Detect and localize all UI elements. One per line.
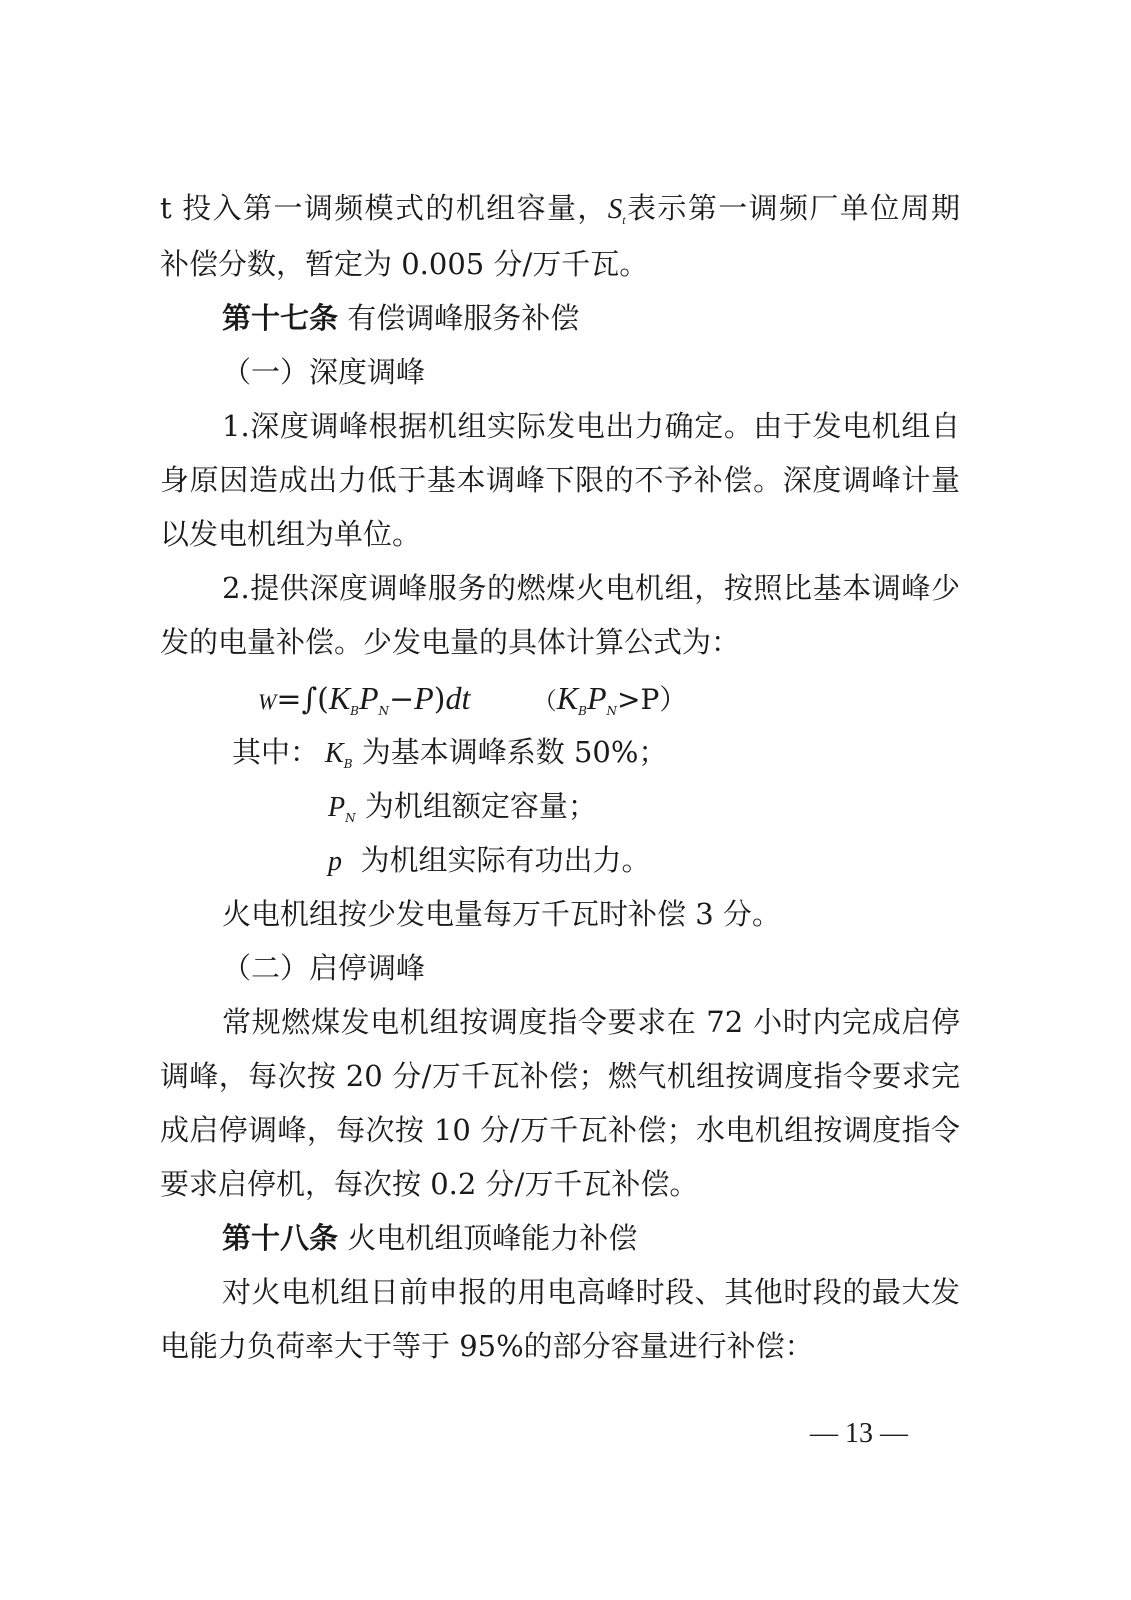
- page-number: — 13 —: [810, 1418, 908, 1449]
- para1-line2: 补偿分数，暂定为 0.005 分/万千瓦。: [160, 247, 649, 281]
- para1-line1: [160, 188, 960, 240]
- compensation-line: 火电机组按少发电量每万千瓦时补偿 3 分。: [222, 897, 781, 931]
- startstop-line1: 常规燃煤发电机组按调度指令要求在 72 小时内完成启停: [222, 1005, 960, 1039]
- article-label: 第十七条: [222, 301, 339, 335]
- item1-line2: 身原因造成出力低于基本调峰下限的不予补偿。深度调峰计量: [160, 463, 960, 497]
- item1-line1: 1.深度调峰根据机组实际发电出力确定。由于发电机组自: [222, 409, 960, 443]
- startstop-line4: 要求启停机，每次按 0.2 分/万千瓦补偿。: [160, 1167, 699, 1201]
- startstop-line2: 调峰，每次按 20 分/万千瓦补偿；燃气机组按调度指令要求完: [160, 1059, 960, 1093]
- item2-line1: 2.提供深度调峰服务的燃煤火电机组，按照比基本调峰少: [222, 571, 960, 605]
- para18-line2: 电能力负荷率大于等于 95%的部分容量进行补偿：: [160, 1329, 814, 1363]
- article-title: 火电机组顶峰能力补偿: [347, 1221, 638, 1255]
- text: 表示第一调频厂单位周期: [625, 191, 960, 225]
- item1-line3: 以发电机组为单位。: [160, 517, 422, 551]
- section-1-title: （一）深度调峰: [222, 355, 426, 389]
- text: t 投入第一调频模式的机组容量，: [160, 191, 608, 225]
- section-2-title: （二）启停调峰: [222, 951, 426, 985]
- para18-line1: 对火电机组日前申报的用电高峰时段、其他时段的最大发: [222, 1275, 960, 1309]
- article-18-heading: [222, 1218, 960, 1258]
- article-17-heading: [222, 298, 960, 338]
- formula: $W=\int(K_BP_N-P)dt$ $(K_BP_N>P)$: [258, 680, 688, 718]
- startstop-line3: 成启停调峰，每次按 10 分/万千瓦补偿；水电机组按调度指令: [160, 1113, 960, 1147]
- item2-line2: 发的电量补偿。少发电量的具体计算公式为：: [160, 625, 741, 659]
- where-kb: 其中： $K_B$ 为基本调峰系数 50%；: [232, 735, 668, 771]
- where-pn: $P_N$ 为机组额定容量；: [328, 789, 597, 825]
- where-p: p 为机组实际有功出力。: [328, 843, 651, 877]
- article-title: 有偿调峰服务补偿: [347, 301, 580, 335]
- symbol-s: $S_t$: [607, 193, 626, 227]
- article-label: 第十八条: [222, 1221, 339, 1255]
